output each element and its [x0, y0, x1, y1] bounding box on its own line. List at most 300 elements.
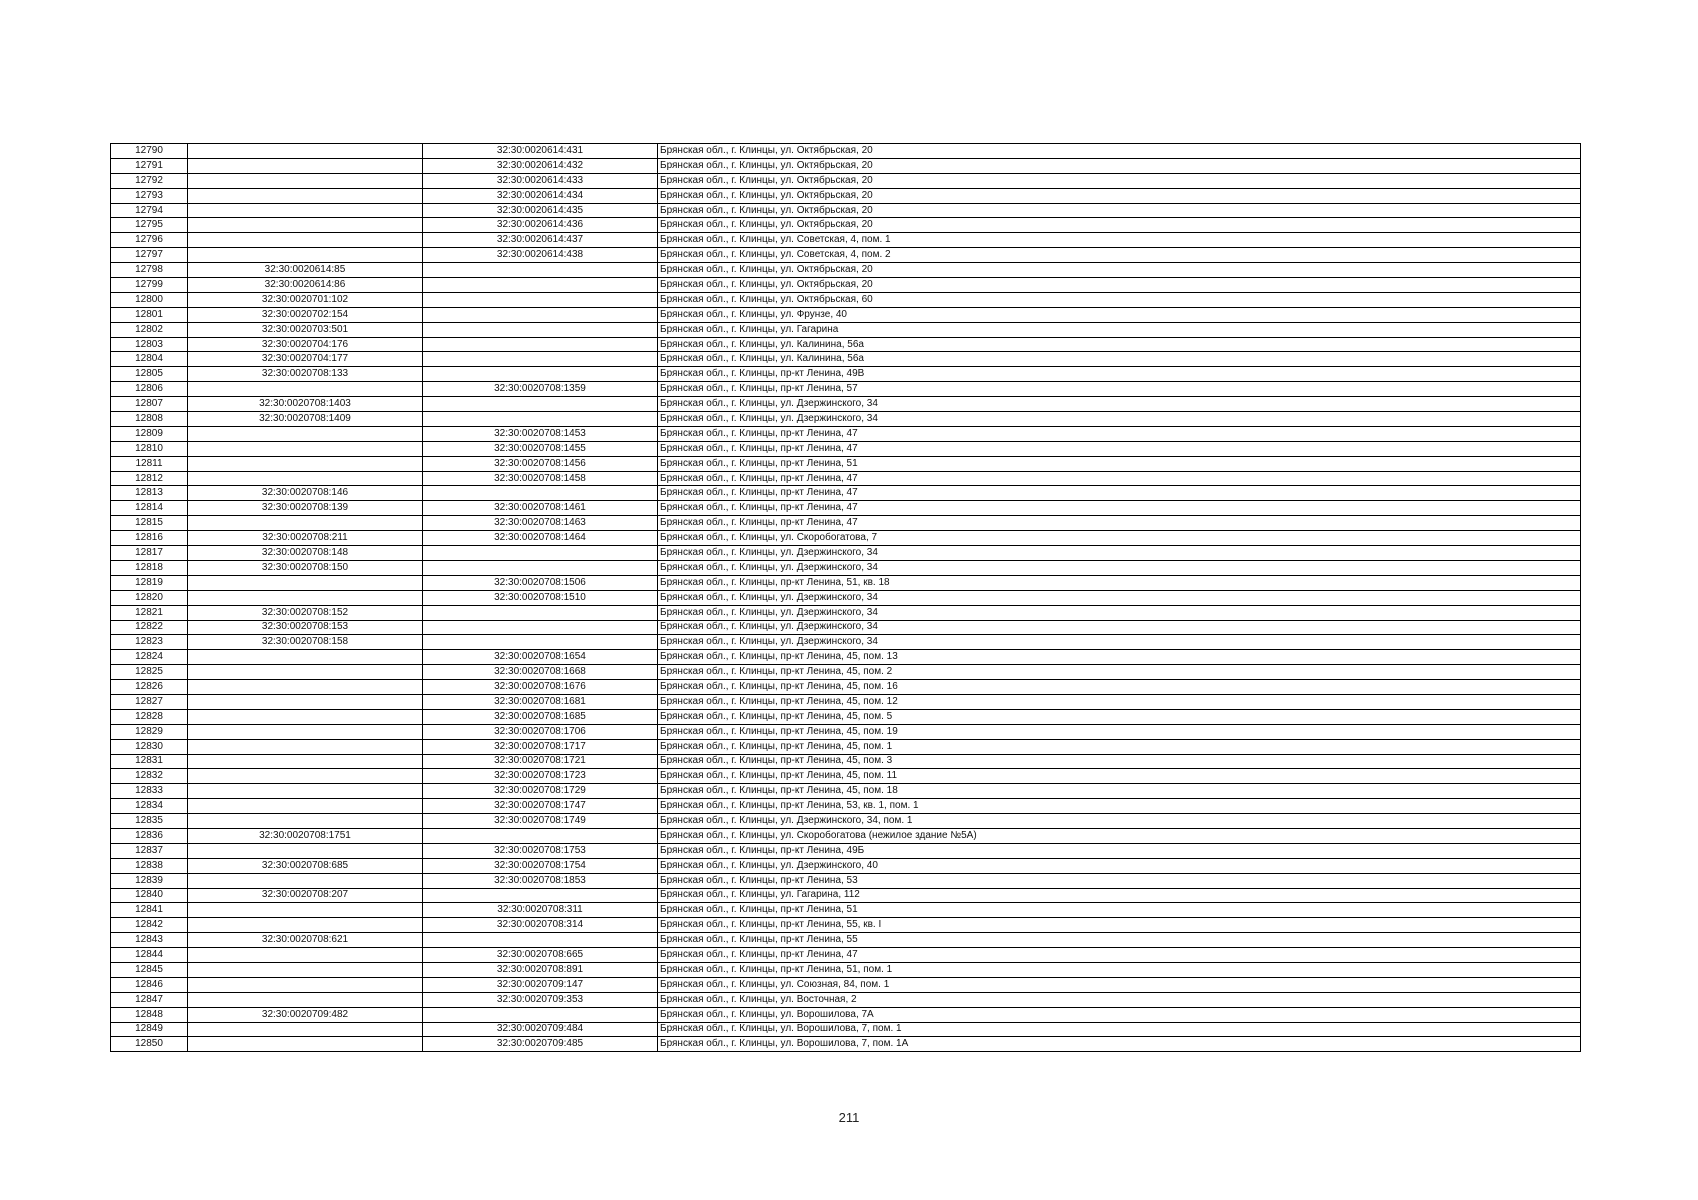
address-cell: Брянская обл., г. Клинцы, пр-кт Ленина, 45, пом. 18	[658, 784, 1581, 799]
cadastral-number-cell	[188, 724, 423, 739]
address-cell: Брянская обл., г. Клинцы, ул. Ворошилова, 7, пом. 1	[658, 1022, 1581, 1037]
cadastral-number-alt-cell	[423, 307, 658, 322]
table-row	[111, 873, 1581, 888]
table-row	[111, 292, 1581, 307]
address-cell: Брянская обл., г. Клинцы, пр-кт Ленина, 47	[658, 501, 1581, 516]
table-row	[111, 665, 1581, 680]
cadastral-number-alt-cell: 32:30:0020709:485	[423, 1037, 658, 1052]
table-row	[111, 188, 1581, 203]
address-cell: Брянская обл., г. Клинцы, ул. Скоробогатова, 7	[658, 531, 1581, 546]
row-number-cell: 12813	[111, 486, 188, 501]
cadastral-number-alt-cell: 32:30:0020708:1685	[423, 709, 658, 724]
row-number-cell: 12820	[111, 590, 188, 605]
table-row	[111, 471, 1581, 486]
row-number-cell: 12790	[111, 144, 188, 159]
table-row	[111, 322, 1581, 337]
cadastral-number-cell	[188, 248, 423, 263]
table-row	[111, 694, 1581, 709]
table-row	[111, 546, 1581, 561]
row-number-cell: 12808	[111, 412, 188, 427]
cadastral-number-cell: 32:30:0020708:146	[188, 486, 423, 501]
row-number-cell: 12839	[111, 873, 188, 888]
cadastral-number-alt-cell	[423, 292, 658, 307]
address-cell: Брянская обл., г. Клинцы, ул. Дзержинского, 34	[658, 397, 1581, 412]
cadastral-number-cell	[188, 1022, 423, 1037]
table-row	[111, 233, 1581, 248]
address-cell: Брянская обл., г. Клинцы, ул. Октябрьская, 20	[658, 218, 1581, 233]
cadastral-number-alt-cell: 32:30:0020614:436	[423, 218, 658, 233]
address-cell: Брянская обл., г. Клинцы, пр-кт Ленина, 53	[658, 873, 1581, 888]
address-cell: Брянская обл., г. Клинцы, ул. Октябрьская, 20	[658, 173, 1581, 188]
cadastral-number-alt-cell	[423, 605, 658, 620]
cadastral-number-cell	[188, 873, 423, 888]
cadastral-number-cell	[188, 158, 423, 173]
cadastral-number-cell: 32:30:0020614:85	[188, 263, 423, 278]
cadastral-number-cell	[188, 471, 423, 486]
cadastral-number-alt-cell: 32:30:0020709:484	[423, 1022, 658, 1037]
cadastral-number-alt-cell: 32:30:0020708:1463	[423, 516, 658, 531]
table-row	[111, 531, 1581, 546]
cadastral-number-alt-cell: 32:30:0020708:1753	[423, 843, 658, 858]
table-row	[111, 814, 1581, 829]
row-number-cell: 12818	[111, 560, 188, 575]
row-number-cell: 12801	[111, 307, 188, 322]
cadastral-number-alt-cell: 32:30:0020708:1458	[423, 471, 658, 486]
row-number-cell: 12830	[111, 739, 188, 754]
address-cell: Брянская обл., г. Клинцы, ул. Октябрьская, 20	[658, 144, 1581, 159]
cadastral-number-cell	[188, 694, 423, 709]
address-cell: Брянская обл., г. Клинцы, пр-кт Ленина, 47	[658, 486, 1581, 501]
row-number-cell: 12822	[111, 620, 188, 635]
row-number-cell: 12843	[111, 933, 188, 948]
cadastral-number-alt-cell: 32:30:0020614:437	[423, 233, 658, 248]
cadastral-number-cell	[188, 456, 423, 471]
table-row	[111, 158, 1581, 173]
address-cell: Брянская обл., г. Клинцы, пр-кт Ленина, 45, пом. 12	[658, 694, 1581, 709]
address-cell: Брянская обл., г. Клинцы, пр-кт Ленина, 47	[658, 426, 1581, 441]
address-cell: Брянская обл., г. Клинцы, ул. Калинина, 56а	[658, 337, 1581, 352]
row-number-cell: 12792	[111, 173, 188, 188]
table-row	[111, 635, 1581, 650]
cadastral-number-alt-cell	[423, 546, 658, 561]
row-number-cell: 12846	[111, 977, 188, 992]
table-row	[111, 680, 1581, 695]
table-row	[111, 426, 1581, 441]
row-number-cell: 12824	[111, 650, 188, 665]
cadastral-number-alt-cell	[423, 337, 658, 352]
row-number-cell: 12835	[111, 814, 188, 829]
address-cell: Брянская обл., г. Клинцы, ул. Дзержинского, 34	[658, 635, 1581, 650]
table-row	[111, 263, 1581, 278]
row-number-cell: 12815	[111, 516, 188, 531]
address-cell: Брянская обл., г. Клинцы, ул. Дзержинского, 34	[658, 605, 1581, 620]
cadastral-number-cell: 32:30:0020708:1751	[188, 828, 423, 843]
cadastral-number-cell: 32:30:0020701:102	[188, 292, 423, 307]
cadastral-number-cell: 32:30:0020709:482	[188, 1007, 423, 1022]
cadastral-number-alt-cell: 32:30:0020708:1464	[423, 531, 658, 546]
table-row	[111, 352, 1581, 367]
cadastral-number-alt-cell: 32:30:0020708:1754	[423, 858, 658, 873]
table-row	[111, 1037, 1581, 1052]
address-cell: Брянская обл., г. Клинцы, ул. Дзержинского, 34	[658, 620, 1581, 635]
cadastral-number-alt-cell: 32:30:0020708:1456	[423, 456, 658, 471]
address-cell: Брянская обл., г. Клинцы, ул. Дзержинского, 40	[658, 858, 1581, 873]
row-number-cell: 12845	[111, 962, 188, 977]
row-number-cell: 12831	[111, 754, 188, 769]
cadastral-number-alt-cell: 32:30:0020708:1681	[423, 694, 658, 709]
row-number-cell: 12814	[111, 501, 188, 516]
cadastral-number-alt-cell: 32:30:0020614:435	[423, 203, 658, 218]
address-cell: Брянская обл., г. Клинцы, пр-кт Ленина, 51	[658, 903, 1581, 918]
row-number-cell: 12797	[111, 248, 188, 263]
table-row	[111, 382, 1581, 397]
address-cell: Брянская обл., г. Клинцы, пр-кт Ленина, 47	[658, 441, 1581, 456]
row-number-cell: 12841	[111, 903, 188, 918]
cadastral-number-cell: 32:30:0020708:139	[188, 501, 423, 516]
cadastral-number-alt-cell: 32:30:0020708:1723	[423, 769, 658, 784]
cadastral-number-cell	[188, 799, 423, 814]
address-cell: Брянская обл., г. Клинцы, ул. Союзная, 84, пом. 1	[658, 977, 1581, 992]
cadastral-number-alt-cell: 32:30:0020708:1706	[423, 724, 658, 739]
table-row	[111, 888, 1581, 903]
cadastral-number-alt-cell: 32:30:0020708:1654	[423, 650, 658, 665]
address-cell: Брянская обл., г. Клинцы, ул. Советская, 4, пом. 2	[658, 248, 1581, 263]
cadastral-number-cell: 32:30:0020703:501	[188, 322, 423, 337]
row-number-cell: 12826	[111, 680, 188, 695]
row-number-cell: 12823	[111, 635, 188, 650]
address-cell: Брянская обл., г. Клинцы, пр-кт Ленина, 45, пом. 13	[658, 650, 1581, 665]
table-row	[111, 456, 1581, 471]
table-row	[111, 754, 1581, 769]
cadastral-number-cell	[188, 426, 423, 441]
address-cell: Брянская обл., г. Клинцы, пр-кт Ленина, 57	[658, 382, 1581, 397]
row-number-cell: 12833	[111, 784, 188, 799]
address-cell: Брянская обл., г. Клинцы, пр-кт Ленина, 47	[658, 516, 1581, 531]
row-number-cell: 12816	[111, 531, 188, 546]
address-cell: Брянская обл., г. Клинцы, пр-кт Ленина, 45, пом. 19	[658, 724, 1581, 739]
registry-table	[110, 143, 1581, 1052]
cadastral-number-cell	[188, 709, 423, 724]
cadastral-number-alt-cell: 32:30:0020708:891	[423, 962, 658, 977]
cadastral-number-cell	[188, 665, 423, 680]
row-number-cell: 12803	[111, 337, 188, 352]
row-number-cell: 12840	[111, 888, 188, 903]
cadastral-number-alt-cell	[423, 933, 658, 948]
row-number-cell: 12832	[111, 769, 188, 784]
table-row	[111, 769, 1581, 784]
table-row	[111, 590, 1581, 605]
cadastral-number-cell	[188, 843, 423, 858]
cadastral-number-cell: 32:30:0020708:150	[188, 560, 423, 575]
cadastral-number-alt-cell: 32:30:0020709:353	[423, 992, 658, 1007]
cadastral-number-cell: 32:30:0020708:1409	[188, 412, 423, 427]
address-cell: Брянская обл., г. Клинцы, пр-кт Ленина, 45, пом. 3	[658, 754, 1581, 769]
cadastral-number-cell	[188, 962, 423, 977]
table-row	[111, 560, 1581, 575]
table-row	[111, 605, 1581, 620]
row-number-cell: 12849	[111, 1022, 188, 1037]
address-cell: Брянская обл., г. Клинцы, ул. Скоробогатова (нежилое здание №5А)	[658, 828, 1581, 843]
row-number-cell: 12817	[111, 546, 188, 561]
cadastral-number-cell	[188, 203, 423, 218]
table-row	[111, 724, 1581, 739]
cadastral-number-alt-cell: 32:30:0020614:434	[423, 188, 658, 203]
cadastral-number-cell	[188, 590, 423, 605]
table-row	[111, 933, 1581, 948]
row-number-cell: 12804	[111, 352, 188, 367]
cadastral-number-alt-cell: 32:30:0020708:1853	[423, 873, 658, 888]
cadastral-number-alt-cell: 32:30:0020708:1676	[423, 680, 658, 695]
row-number-cell: 12829	[111, 724, 188, 739]
address-cell: Брянская обл., г. Клинцы, пр-кт Ленина, 45, пом. 16	[658, 680, 1581, 695]
table-row	[111, 918, 1581, 933]
cadastral-number-cell	[188, 680, 423, 695]
row-number-cell: 12819	[111, 575, 188, 590]
table-row	[111, 486, 1581, 501]
cadastral-number-alt-cell: 32:30:0020614:432	[423, 158, 658, 173]
cadastral-number-alt-cell: 32:30:0020708:1749	[423, 814, 658, 829]
row-number-cell: 12795	[111, 218, 188, 233]
address-cell: Брянская обл., г. Клинцы, ул. Гагарина	[658, 322, 1581, 337]
cadastral-number-cell	[188, 1037, 423, 1052]
address-cell: Брянская обл., г. Клинцы, пр-кт Ленина, 55, кв. I	[658, 918, 1581, 933]
row-number-cell: 12834	[111, 799, 188, 814]
cadastral-number-alt-cell	[423, 635, 658, 650]
cadastral-number-cell	[188, 382, 423, 397]
address-cell: Брянская обл., г. Клинцы, пр-кт Ленина, 55	[658, 933, 1581, 948]
cadastral-number-cell	[188, 739, 423, 754]
cadastral-number-alt-cell: 32:30:0020708:1510	[423, 590, 658, 605]
cadastral-number-cell	[188, 992, 423, 1007]
cadastral-number-cell	[188, 754, 423, 769]
cadastral-number-alt-cell	[423, 412, 658, 427]
cadastral-number-alt-cell	[423, 560, 658, 575]
row-number-cell: 12805	[111, 367, 188, 382]
address-cell: Брянская обл., г. Клинцы, ул. Октябрьская, 20	[658, 278, 1581, 293]
cadastral-number-cell: 32:30:0020708:621	[188, 933, 423, 948]
address-cell: Брянская обл., г. Клинцы, пр-кт Ленина, 51, пом. 1	[658, 962, 1581, 977]
row-number-cell: 12799	[111, 278, 188, 293]
address-cell: Брянская обл., г. Клинцы, ул. Октябрьская, 20	[658, 263, 1581, 278]
address-cell: Брянская обл., г. Клинцы, ул. Восточная, 2	[658, 992, 1581, 1007]
cadastral-number-cell: 32:30:0020708:133	[188, 367, 423, 382]
row-number-cell: 12806	[111, 382, 188, 397]
table-row	[111, 516, 1581, 531]
table-row	[111, 977, 1581, 992]
cadastral-number-cell	[188, 575, 423, 590]
address-cell: Брянская обл., г. Клинцы, пр-кт Ленина, 47	[658, 948, 1581, 963]
row-number-cell: 12810	[111, 441, 188, 456]
address-cell: Брянская обл., г. Клинцы, пр-кт Ленина, 45, пом. 5	[658, 709, 1581, 724]
table-row	[111, 858, 1581, 873]
address-cell: Брянская обл., г. Клинцы, ул. Октябрьская, 20	[658, 188, 1581, 203]
table-row	[111, 367, 1581, 382]
row-number-cell: 12798	[111, 263, 188, 278]
table-row	[111, 412, 1581, 427]
address-cell: Брянская обл., г. Клинцы, ул. Дзержинского, 34	[658, 546, 1581, 561]
cadastral-number-alt-cell: 32:30:0020708:314	[423, 918, 658, 933]
table-row	[111, 218, 1581, 233]
cadastral-number-cell	[188, 814, 423, 829]
address-cell: Брянская обл., г. Клинцы, ул. Дзержинского, 34	[658, 590, 1581, 605]
cadastral-number-alt-cell	[423, 263, 658, 278]
cadastral-number-cell	[188, 769, 423, 784]
cadastral-number-alt-cell	[423, 352, 658, 367]
row-number-cell: 12802	[111, 322, 188, 337]
cadastral-number-cell	[188, 650, 423, 665]
row-number-cell: 12794	[111, 203, 188, 218]
address-cell: Брянская обл., г. Клинцы, пр-кт Ленина, 45, пом. 11	[658, 769, 1581, 784]
row-number-cell: 12837	[111, 843, 188, 858]
cadastral-number-cell	[188, 903, 423, 918]
cadastral-number-cell: 32:30:0020708:207	[188, 888, 423, 903]
cadastral-number-alt-cell: 32:30:0020709:147	[423, 977, 658, 992]
row-number-cell: 12800	[111, 292, 188, 307]
table-row	[111, 278, 1581, 293]
cadastral-number-alt-cell	[423, 367, 658, 382]
address-cell: Брянская обл., г. Клинцы, ул. Дзержинского, 34, пом. 1	[658, 814, 1581, 829]
cadastral-number-alt-cell	[423, 888, 658, 903]
cadastral-number-cell: 32:30:0020708:211	[188, 531, 423, 546]
table-row	[111, 173, 1581, 188]
cadastral-number-alt-cell: 32:30:0020708:1359	[423, 382, 658, 397]
cadastral-number-alt-cell: 32:30:0020708:1455	[423, 441, 658, 456]
cadastral-number-alt-cell	[423, 620, 658, 635]
cadastral-number-cell	[188, 977, 423, 992]
cadastral-number-cell: 32:30:0020708:152	[188, 605, 423, 620]
cadastral-number-alt-cell: 32:30:0020708:665	[423, 948, 658, 963]
cadastral-number-cell: 32:30:0020708:685	[188, 858, 423, 873]
cadastral-number-alt-cell: 32:30:0020708:311	[423, 903, 658, 918]
cadastral-number-cell: 32:30:0020704:177	[188, 352, 423, 367]
page-number: 211	[838, 1110, 860, 1125]
table-row	[111, 799, 1581, 814]
cadastral-number-cell	[188, 218, 423, 233]
address-cell: Брянская обл., г. Клинцы, пр-кт Ленина, 45, пом. 1	[658, 739, 1581, 754]
cadastral-number-alt-cell	[423, 486, 658, 501]
table-row	[111, 962, 1581, 977]
table-row	[111, 397, 1581, 412]
cadastral-number-cell: 32:30:0020704:176	[188, 337, 423, 352]
row-number-cell: 12850	[111, 1037, 188, 1052]
table-row	[111, 784, 1581, 799]
cadastral-number-cell	[188, 784, 423, 799]
table-row	[111, 828, 1581, 843]
cadastral-number-alt-cell: 32:30:0020614:431	[423, 144, 658, 159]
cadastral-number-alt-cell: 32:30:0020708:1461	[423, 501, 658, 516]
row-number-cell: 12836	[111, 828, 188, 843]
cadastral-number-alt-cell: 32:30:0020708:1729	[423, 784, 658, 799]
cadastral-number-cell	[188, 173, 423, 188]
table-row	[111, 203, 1581, 218]
row-number-cell: 12825	[111, 665, 188, 680]
cadastral-number-alt-cell	[423, 1007, 658, 1022]
address-cell: Брянская обл., г. Клинцы, пр-кт Ленина, 49Б	[658, 843, 1581, 858]
cadastral-number-cell: 32:30:0020708:1403	[188, 397, 423, 412]
address-cell: Брянская обл., г. Клинцы, ул. Октябрьская, 60	[658, 292, 1581, 307]
registry-table-body	[111, 144, 1581, 1052]
table-row	[111, 575, 1581, 590]
table-row	[111, 992, 1581, 1007]
table-row	[111, 144, 1581, 159]
row-number-cell: 12828	[111, 709, 188, 724]
cadastral-number-alt-cell	[423, 278, 658, 293]
cadastral-number-alt-cell	[423, 828, 658, 843]
cadastral-number-cell	[188, 948, 423, 963]
address-cell: Брянская обл., г. Клинцы, ул. Ворошилова, 7, пом. 1А	[658, 1037, 1581, 1052]
table-row	[111, 650, 1581, 665]
cadastral-number-cell: 32:30:0020708:153	[188, 620, 423, 635]
table-row	[111, 620, 1581, 635]
cadastral-number-cell	[188, 441, 423, 456]
cadastral-number-alt-cell	[423, 322, 658, 337]
table-row	[111, 948, 1581, 963]
cadastral-number-cell	[188, 516, 423, 531]
address-cell: Брянская обл., г. Клинцы, ул. Дзержинского, 34	[658, 412, 1581, 427]
row-number-cell: 12838	[111, 858, 188, 873]
table-row	[111, 441, 1581, 456]
cadastral-number-alt-cell: 32:30:0020708:1717	[423, 739, 658, 754]
row-number-cell: 12791	[111, 158, 188, 173]
row-number-cell: 12842	[111, 918, 188, 933]
address-cell: Брянская обл., г. Клинцы, ул. Гагарина, 112	[658, 888, 1581, 903]
table-row	[111, 248, 1581, 263]
cadastral-number-alt-cell: 32:30:0020708:1668	[423, 665, 658, 680]
cadastral-number-cell: 32:30:0020702:154	[188, 307, 423, 322]
row-number-cell: 12847	[111, 992, 188, 1007]
cadastral-number-cell	[188, 144, 423, 159]
address-cell: Брянская обл., г. Клинцы, ул. Ворошилова, 7А	[658, 1007, 1581, 1022]
address-cell: Брянская обл., г. Клинцы, ул. Октябрьская, 20	[658, 203, 1581, 218]
table-row	[111, 709, 1581, 724]
address-cell: Брянская обл., г. Клинцы, пр-кт Ленина, 45, пом. 2	[658, 665, 1581, 680]
row-number-cell: 12807	[111, 397, 188, 412]
address-cell: Брянская обл., г. Клинцы, ул. Фрунзе, 40	[658, 307, 1581, 322]
cadastral-number-alt-cell: 32:30:0020614:438	[423, 248, 658, 263]
cadastral-number-alt-cell	[423, 397, 658, 412]
address-cell: Брянская обл., г. Клинцы, ул. Калинина, 56а	[658, 352, 1581, 367]
cadastral-number-cell	[188, 188, 423, 203]
table-row	[111, 501, 1581, 516]
row-number-cell: 12793	[111, 188, 188, 203]
row-number-cell: 12827	[111, 694, 188, 709]
address-cell: Брянская обл., г. Клинцы, ул. Советская, 4, пом. 1	[658, 233, 1581, 248]
table-row	[111, 1022, 1581, 1037]
address-cell: Брянская обл., г. Клинцы, пр-кт Ленина, 51, кв. 18	[658, 575, 1581, 590]
row-number-cell: 12848	[111, 1007, 188, 1022]
row-number-cell: 12844	[111, 948, 188, 963]
cadastral-number-alt-cell: 32:30:0020708:1453	[423, 426, 658, 441]
table-row	[111, 307, 1581, 322]
row-number-cell: 12811	[111, 456, 188, 471]
cadastral-number-alt-cell: 32:30:0020708:1747	[423, 799, 658, 814]
table-row	[111, 903, 1581, 918]
table-row	[111, 739, 1581, 754]
address-cell: Брянская обл., г. Клинцы, пр-кт Ленина, 47	[658, 471, 1581, 486]
cadastral-number-alt-cell: 32:30:0020708:1721	[423, 754, 658, 769]
row-number-cell: 12796	[111, 233, 188, 248]
address-cell: Брянская обл., г. Клинцы, ул. Дзержинского, 34	[658, 560, 1581, 575]
table-row	[111, 843, 1581, 858]
cadastral-number-cell: 32:30:0020614:86	[188, 278, 423, 293]
address-cell: Брянская обл., г. Клинцы, пр-кт Ленина, 49В	[658, 367, 1581, 382]
row-number-cell: 12821	[111, 605, 188, 620]
address-cell: Брянская обл., г. Клинцы, пр-кт Ленина, 53, кв. 1, пом. 1	[658, 799, 1581, 814]
cadastral-number-alt-cell: 32:30:0020614:433	[423, 173, 658, 188]
cadastral-number-cell	[188, 233, 423, 248]
row-number-cell: 12812	[111, 471, 188, 486]
cadastral-number-cell	[188, 918, 423, 933]
